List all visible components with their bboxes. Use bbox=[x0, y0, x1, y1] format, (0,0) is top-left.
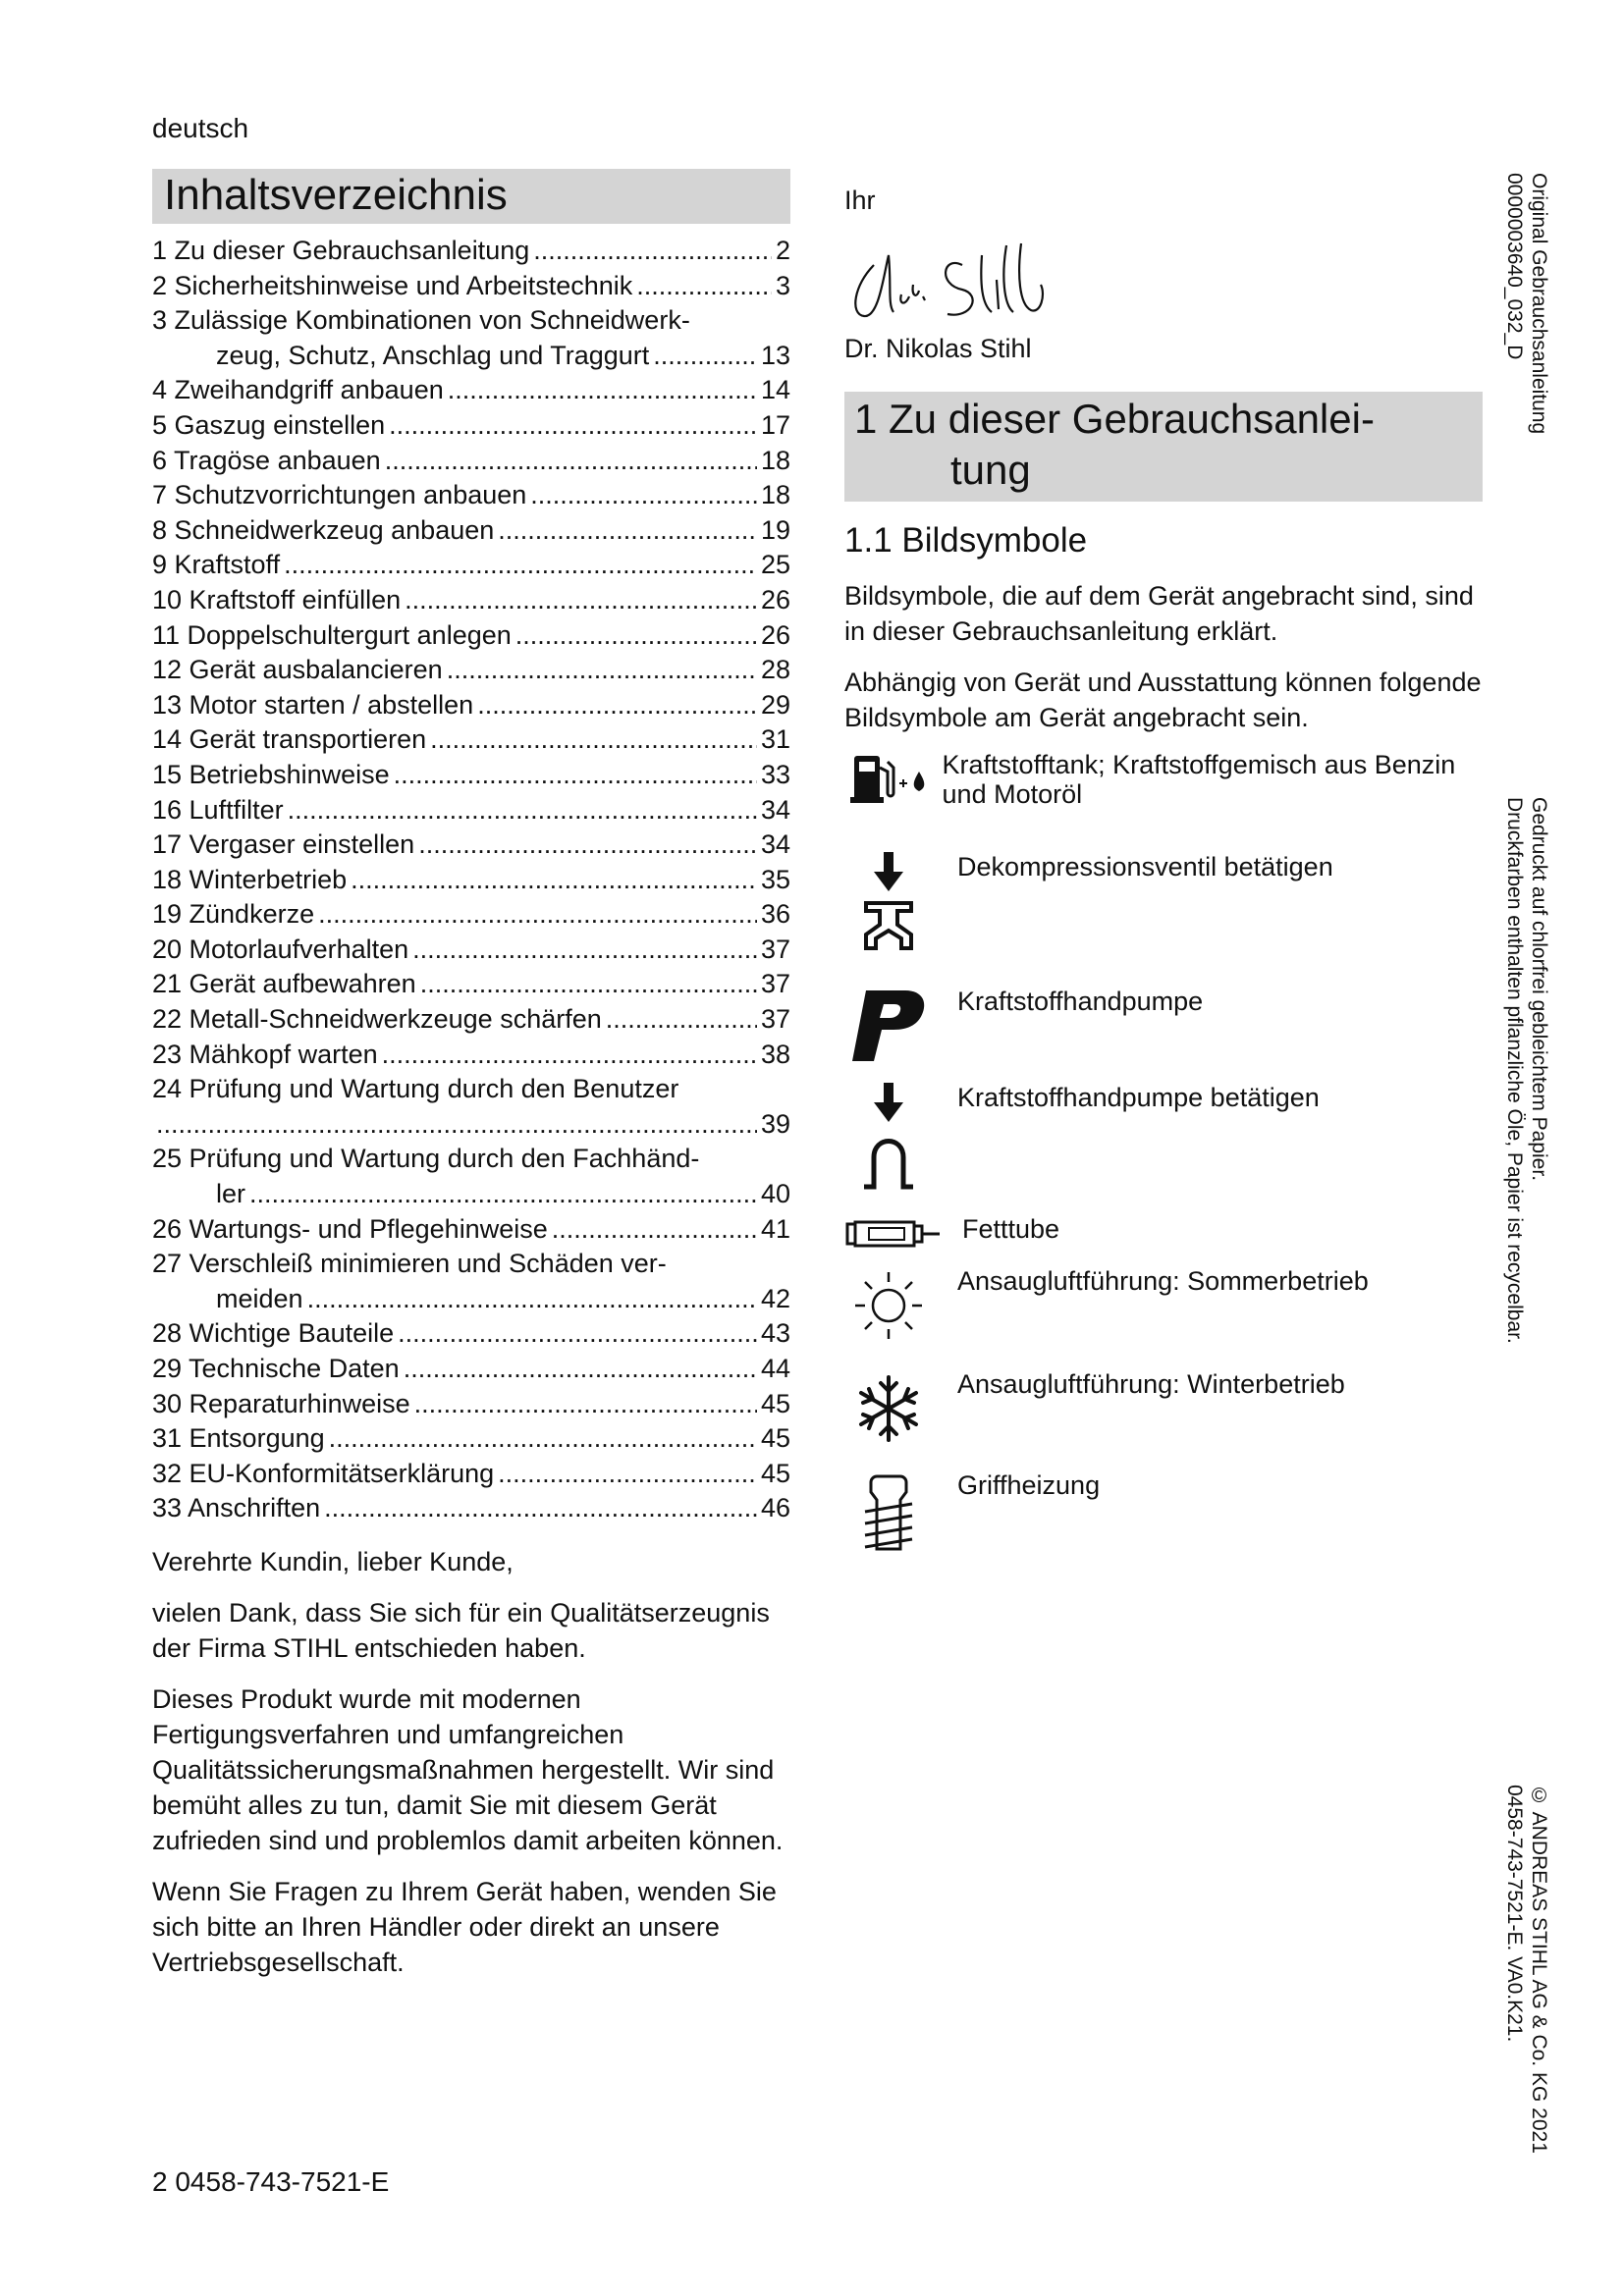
toc-entry-page: 18 bbox=[760, 480, 790, 510]
toc-entry[interactable] bbox=[152, 1421, 790, 1457]
letter-closing: Ihr bbox=[844, 186, 876, 215]
toc-entry-page: 36 bbox=[760, 899, 790, 930]
toc-dot-leader bbox=[533, 234, 772, 269]
chapter-title-line-1: 1 Zu dieser Gebrauchsanlei- bbox=[854, 396, 1375, 442]
page-footer: 2 0458-743-7521-E bbox=[152, 2166, 390, 2197]
language-label: deutsch bbox=[152, 113, 249, 143]
toc-entry-page: 41 bbox=[760, 1213, 790, 1244]
toc-dot-leader bbox=[418, 828, 757, 863]
toc-dot-leader bbox=[515, 618, 757, 654]
toc-entry[interactable] bbox=[152, 1002, 790, 1038]
toc-entry[interactable] bbox=[152, 722, 790, 758]
toc-dot-leader bbox=[552, 1212, 757, 1248]
toc-entry[interactable] bbox=[152, 967, 790, 1002]
side-note-middle-line-1: Gedruckt auf chlorfrei gebleichtem Papier. bbox=[1528, 797, 1550, 1182]
symbol-row bbox=[844, 987, 1483, 1065]
toc-entry[interactable] bbox=[152, 618, 790, 654]
toc-entry-title: 14 Gerät transportieren bbox=[152, 724, 427, 755]
toc-entry-page: 29 bbox=[760, 689, 790, 720]
toc-entry[interactable] bbox=[152, 269, 790, 304]
toc-entry-title: 11 Doppelschultergurt anlegen bbox=[152, 619, 512, 650]
toc-dot-leader bbox=[288, 793, 757, 828]
toc-entry-title: 24 Prüfung und Wartung durch den Benutzer bbox=[152, 1074, 679, 1104]
signature-icon bbox=[844, 236, 1060, 324]
toc-entry[interactable] bbox=[152, 1107, 790, 1143]
symbol-text: Ansaugluftführung: Sommerbetrieb bbox=[957, 1266, 1369, 1296]
toc-entry-page: 28 bbox=[760, 655, 790, 685]
toc-entry[interactable] bbox=[152, 828, 790, 863]
toc-dot-leader bbox=[156, 1107, 757, 1143]
signer-name: Dr. Nikolas Stihl bbox=[844, 334, 1032, 363]
toc-entry-page: 46 bbox=[760, 1493, 790, 1523]
toc-entry-page: 26 bbox=[760, 584, 790, 614]
toc-dot-leader bbox=[414, 1387, 757, 1422]
symbol-text: Ansaugluftführung: Winterbetrieb bbox=[957, 1369, 1345, 1399]
toc-dot-leader bbox=[307, 1282, 757, 1317]
toc-entry-title: 5 Gaszug einstellen bbox=[152, 409, 386, 440]
toc-entry-page: 18 bbox=[760, 445, 790, 475]
symbol-text: Dekompressionsventil betätigen bbox=[957, 852, 1333, 881]
symbol-row bbox=[844, 1083, 1483, 1201]
toc-entry[interactable] bbox=[152, 1142, 790, 1177]
toc-entry-page: 17 bbox=[760, 409, 790, 440]
heated-handle-icon bbox=[820, 1470, 957, 1559]
toc-entry-title: 33 Anschriften bbox=[152, 1493, 321, 1523]
toc-dot-leader bbox=[477, 688, 757, 723]
symbol-row bbox=[844, 750, 1483, 809]
toc-entry-page: 31 bbox=[760, 724, 790, 755]
symbol-row bbox=[844, 1369, 1483, 1448]
symbol-row bbox=[844, 1214, 1483, 1254]
toc-dot-leader bbox=[498, 513, 757, 549]
toc-entry-page: 13 bbox=[760, 340, 790, 370]
toc-entry-page: 34 bbox=[760, 794, 790, 825]
toc-dot-leader bbox=[385, 444, 757, 479]
toc-entry-title: meiden bbox=[216, 1283, 303, 1313]
toc-title: Inhaltsverzeichnis bbox=[152, 169, 790, 224]
toc-entry-page: 45 bbox=[760, 1423, 790, 1454]
toc-entry[interactable] bbox=[152, 758, 790, 793]
symbol-text: Fetttube bbox=[962, 1214, 1060, 1244]
toc-entry-page: 37 bbox=[760, 1004, 790, 1035]
intro-letter bbox=[152, 1544, 790, 1980]
fuel-pump-p-icon bbox=[820, 987, 957, 1065]
toc-entry-title: 32 EU-Konformitätserklärung bbox=[152, 1458, 495, 1488]
toc-entry-page: 37 bbox=[760, 969, 790, 999]
toc-entry-page: 37 bbox=[760, 934, 790, 964]
toc-dot-leader bbox=[430, 722, 757, 758]
toc-entry[interactable] bbox=[152, 408, 790, 444]
toc-entry[interactable] bbox=[152, 653, 790, 688]
toc-entry-page: 35 bbox=[760, 864, 790, 894]
toc-entry-title: 28 Wichtige Bauteile bbox=[152, 1318, 395, 1349]
salutation: Verehrte Kundin, lieber Kunde, bbox=[152, 1546, 514, 1576]
fuel-tank-icon bbox=[830, 750, 943, 809]
toc-entry[interactable] bbox=[152, 793, 790, 828]
toc-entry-page: 45 bbox=[760, 1458, 790, 1488]
toc-entry-title: 7 Schutzvorrichtungen anbauen bbox=[152, 480, 527, 510]
toc-entry[interactable] bbox=[152, 1212, 790, 1248]
snowflake-icon bbox=[820, 1369, 957, 1448]
toc-entry-title: 2 Sicherheitshinweise und Arbeitstechnik bbox=[152, 270, 633, 300]
toc-entry-page: 38 bbox=[760, 1039, 790, 1069]
toc-entry-title: 23 Mähkopf warten bbox=[152, 1039, 378, 1069]
toc-dot-leader bbox=[398, 1316, 757, 1352]
side-note-bottom bbox=[1502, 1785, 1551, 2154]
toc-dot-leader bbox=[653, 339, 757, 374]
toc-entry[interactable] bbox=[152, 548, 790, 583]
side-note-middle bbox=[1502, 797, 1551, 1344]
toc-entry-page: 42 bbox=[760, 1283, 790, 1313]
toc-entry[interactable] bbox=[152, 1457, 790, 1492]
toc-dot-leader bbox=[249, 1177, 757, 1212]
toc-entry[interactable] bbox=[152, 234, 790, 269]
toc-entry[interactable] bbox=[152, 897, 790, 933]
toc-entry[interactable] bbox=[152, 933, 790, 968]
symbol-row bbox=[844, 852, 1483, 970]
toc-entry[interactable] bbox=[152, 1177, 790, 1212]
symbol-row bbox=[844, 1470, 1483, 1559]
toc-entry-title: 6 Tragöse anbauen bbox=[152, 445, 381, 475]
toc-entry-page: 44 bbox=[760, 1354, 790, 1383]
toc-entry-title: 12 Gerät ausbalancieren bbox=[152, 655, 443, 685]
intro-paragraph-3: Wenn Sie Fragen zu Ihrem Gerät haben, wenden Sie sich bitte an Ihren Händler oder direkt an unsere Vertriebsgesellschaft. bbox=[152, 1876, 777, 1977]
toc-entry-page: 33 bbox=[760, 759, 790, 789]
left-column bbox=[152, 169, 790, 1996]
side-note-top-line-1: Original Gebrauchsanleitung bbox=[1528, 173, 1550, 435]
side-note-bottom-line-2: 0458-743-7521-E. VA0.K21. bbox=[1503, 1785, 1526, 2043]
toc-dot-leader bbox=[404, 1352, 757, 1387]
toc-entry-page: 3 bbox=[775, 270, 790, 300]
toc-entry[interactable] bbox=[152, 1352, 790, 1387]
toc-entry[interactable] bbox=[152, 444, 790, 479]
toc-entry-page: 45 bbox=[760, 1388, 790, 1418]
toc-entry-title: 20 Motorlaufverhalten bbox=[152, 934, 409, 964]
decompression-valve-icon bbox=[820, 852, 957, 970]
toc-entry[interactable] bbox=[152, 1387, 790, 1422]
toc-entry[interactable] bbox=[152, 1316, 790, 1352]
toc-entry[interactable] bbox=[152, 688, 790, 723]
toc-dot-leader bbox=[324, 1491, 757, 1526]
toc-entry-title: 25 Prüfung und Wartung durch den Fachhänd- bbox=[152, 1144, 700, 1174]
symbol-row bbox=[844, 1266, 1483, 1345]
section-title: 1.1 Bildsymbole bbox=[844, 521, 1088, 560]
toc-entry-page: 25 bbox=[760, 550, 790, 580]
toc-entry-title: 13 Motor starten / abstellen bbox=[152, 689, 474, 720]
toc-entry-page: 34 bbox=[760, 829, 790, 860]
toc-dot-leader bbox=[405, 583, 757, 618]
toc-dot-leader bbox=[382, 1038, 757, 1073]
toc-entry-title: zeug, Schutz, Anschlag und Traggurt bbox=[216, 340, 650, 370]
chapter-title-line-2: tung bbox=[950, 447, 1031, 493]
toc-dot-leader bbox=[636, 269, 772, 304]
toc-dot-leader bbox=[389, 408, 757, 444]
toc-dot-leader bbox=[412, 933, 757, 968]
toc-dot-leader bbox=[394, 758, 757, 793]
table-of-contents bbox=[152, 234, 790, 1526]
toc-entry-page: 2 bbox=[775, 236, 790, 265]
toc-entry-page: 14 bbox=[760, 375, 790, 405]
sun-icon bbox=[820, 1266, 957, 1345]
toc-entry[interactable] bbox=[152, 1247, 790, 1282]
toc-entry-title: 21 Gerät aufbewahren bbox=[152, 969, 416, 999]
toc-entry-title: 29 Technische Daten bbox=[152, 1354, 400, 1383]
toc-entry[interactable] bbox=[152, 1038, 790, 1073]
side-note-top bbox=[1502, 173, 1551, 434]
toc-entry-title: 16 Luftfilter bbox=[152, 794, 284, 825]
side-note-top-line-2: 0000003640_032_D bbox=[1503, 173, 1526, 360]
toc-entry-page: 43 bbox=[760, 1318, 790, 1349]
toc-entry-page: 26 bbox=[760, 619, 790, 650]
toc-entry[interactable] bbox=[152, 373, 790, 408]
symbol-text: Griffheizung bbox=[957, 1470, 1101, 1500]
side-note-bottom-line-1: © ANDREAS STIHL AG & Co. KG 2021 bbox=[1528, 1785, 1550, 2154]
toc-entry[interactable] bbox=[152, 583, 790, 618]
symbol-text: Kraftstofftank; Kraftstoffgemisch aus Benzin und Motoröl bbox=[942, 750, 1456, 809]
toc-entry-title: 30 Reparaturhinweise bbox=[152, 1388, 410, 1418]
toc-entry-title: 27 Verschleiß minimieren und Schäden ver- bbox=[152, 1249, 667, 1279]
press-fuel-pump-icon bbox=[820, 1083, 957, 1201]
toc-entry-title: 26 Wartungs- und Pflegehinweise bbox=[152, 1213, 548, 1244]
section-paragraph-1: Bildsymbole, die auf dem Gerät angebracht sind, sind in dieser Gebrauchsanleitung erklärt. bbox=[844, 581, 1474, 646]
symbol-text: Kraftstoffhandpumpe bbox=[957, 987, 1204, 1016]
toc-dot-leader bbox=[351, 863, 757, 898]
toc-dot-leader bbox=[530, 478, 757, 513]
toc-entry[interactable] bbox=[152, 303, 790, 339]
toc-entry-title: 17 Vergaser einstellen bbox=[152, 829, 415, 860]
toc-dot-leader bbox=[606, 1002, 757, 1038]
toc-entry-title: 4 Zweihandgriff anbauen bbox=[152, 375, 444, 405]
intro-paragraph-2: Dieses Produkt wurde mit modernen Fertigungsverfahren und umfangreichen Qualitätssicherungsmaßnahmen hergestellt. Wir sind bemüht alles zu tun, damit Sie mit diesem Gerät zufrieden sind und problemlos damit arbeiten können. bbox=[152, 1683, 784, 1855]
toc-entry-title: 9 Kraftstoff bbox=[152, 550, 281, 580]
section-paragraph-2: Abhängig von Gerät und Ausstattung können folgende Bildsymbole am Gerät angebracht sein. bbox=[844, 667, 1482, 732]
toc-entry[interactable] bbox=[152, 1491, 790, 1526]
toc-entry-title: 3 Zulässige Kombinationen von Schneidwerk- bbox=[152, 305, 690, 336]
symbol-text: Kraftstoffhandpumpe betätigen bbox=[957, 1083, 1320, 1112]
toc-entry-page: 39 bbox=[760, 1108, 790, 1139]
toc-entry[interactable] bbox=[152, 513, 790, 549]
intro-paragraph-1: vielen Dank, dass Sie sich für ein Qualitätserzeugnis der Firma STIHL entschieden haben. bbox=[152, 1597, 770, 1663]
toc-entry-title: 15 Betriebshinweise bbox=[152, 759, 390, 789]
toc-dot-leader bbox=[447, 653, 757, 688]
toc-dot-leader bbox=[498, 1457, 757, 1492]
toc-dot-leader bbox=[284, 548, 757, 583]
toc-entry-title: 22 Metall-Schneidwerkzeuge schärfen bbox=[152, 1004, 602, 1035]
toc-entry-title: 31 Entsorgung bbox=[152, 1423, 325, 1454]
toc-entry-title: 1 Zu dieser Gebrauchsanleitung bbox=[152, 236, 530, 265]
side-note-middle-line-2: Druckfarben enthalten pflanzliche Öle, Papier ist recycelbar. bbox=[1503, 797, 1526, 1344]
chapter-title bbox=[844, 392, 1483, 502]
right-column bbox=[844, 169, 1483, 751]
toc-entry[interactable] bbox=[152, 478, 790, 513]
toc-dot-leader bbox=[448, 373, 757, 408]
toc-entry[interactable] bbox=[152, 339, 790, 374]
grease-tube-icon bbox=[825, 1214, 962, 1254]
toc-entry-title: ler bbox=[216, 1179, 246, 1209]
toc-entry-title: 18 Winterbetrieb bbox=[152, 864, 348, 894]
toc-entry[interactable] bbox=[152, 1282, 790, 1317]
toc-entry-title: 10 Kraftstoff einfüllen bbox=[152, 584, 402, 614]
toc-entry-page: 19 bbox=[760, 514, 790, 545]
toc-entry[interactable] bbox=[152, 863, 790, 898]
toc-dot-leader bbox=[318, 897, 757, 933]
toc-entry-title: 8 Schneidwerkzeug anbauen bbox=[152, 514, 495, 545]
toc-entry[interactable] bbox=[152, 1072, 790, 1107]
toc-dot-leader bbox=[420, 967, 757, 1002]
toc-entry-page: 40 bbox=[760, 1179, 790, 1209]
toc-entry-title: 19 Zündkerze bbox=[152, 899, 315, 930]
toc-dot-leader bbox=[329, 1421, 757, 1457]
signature bbox=[844, 236, 1483, 324]
